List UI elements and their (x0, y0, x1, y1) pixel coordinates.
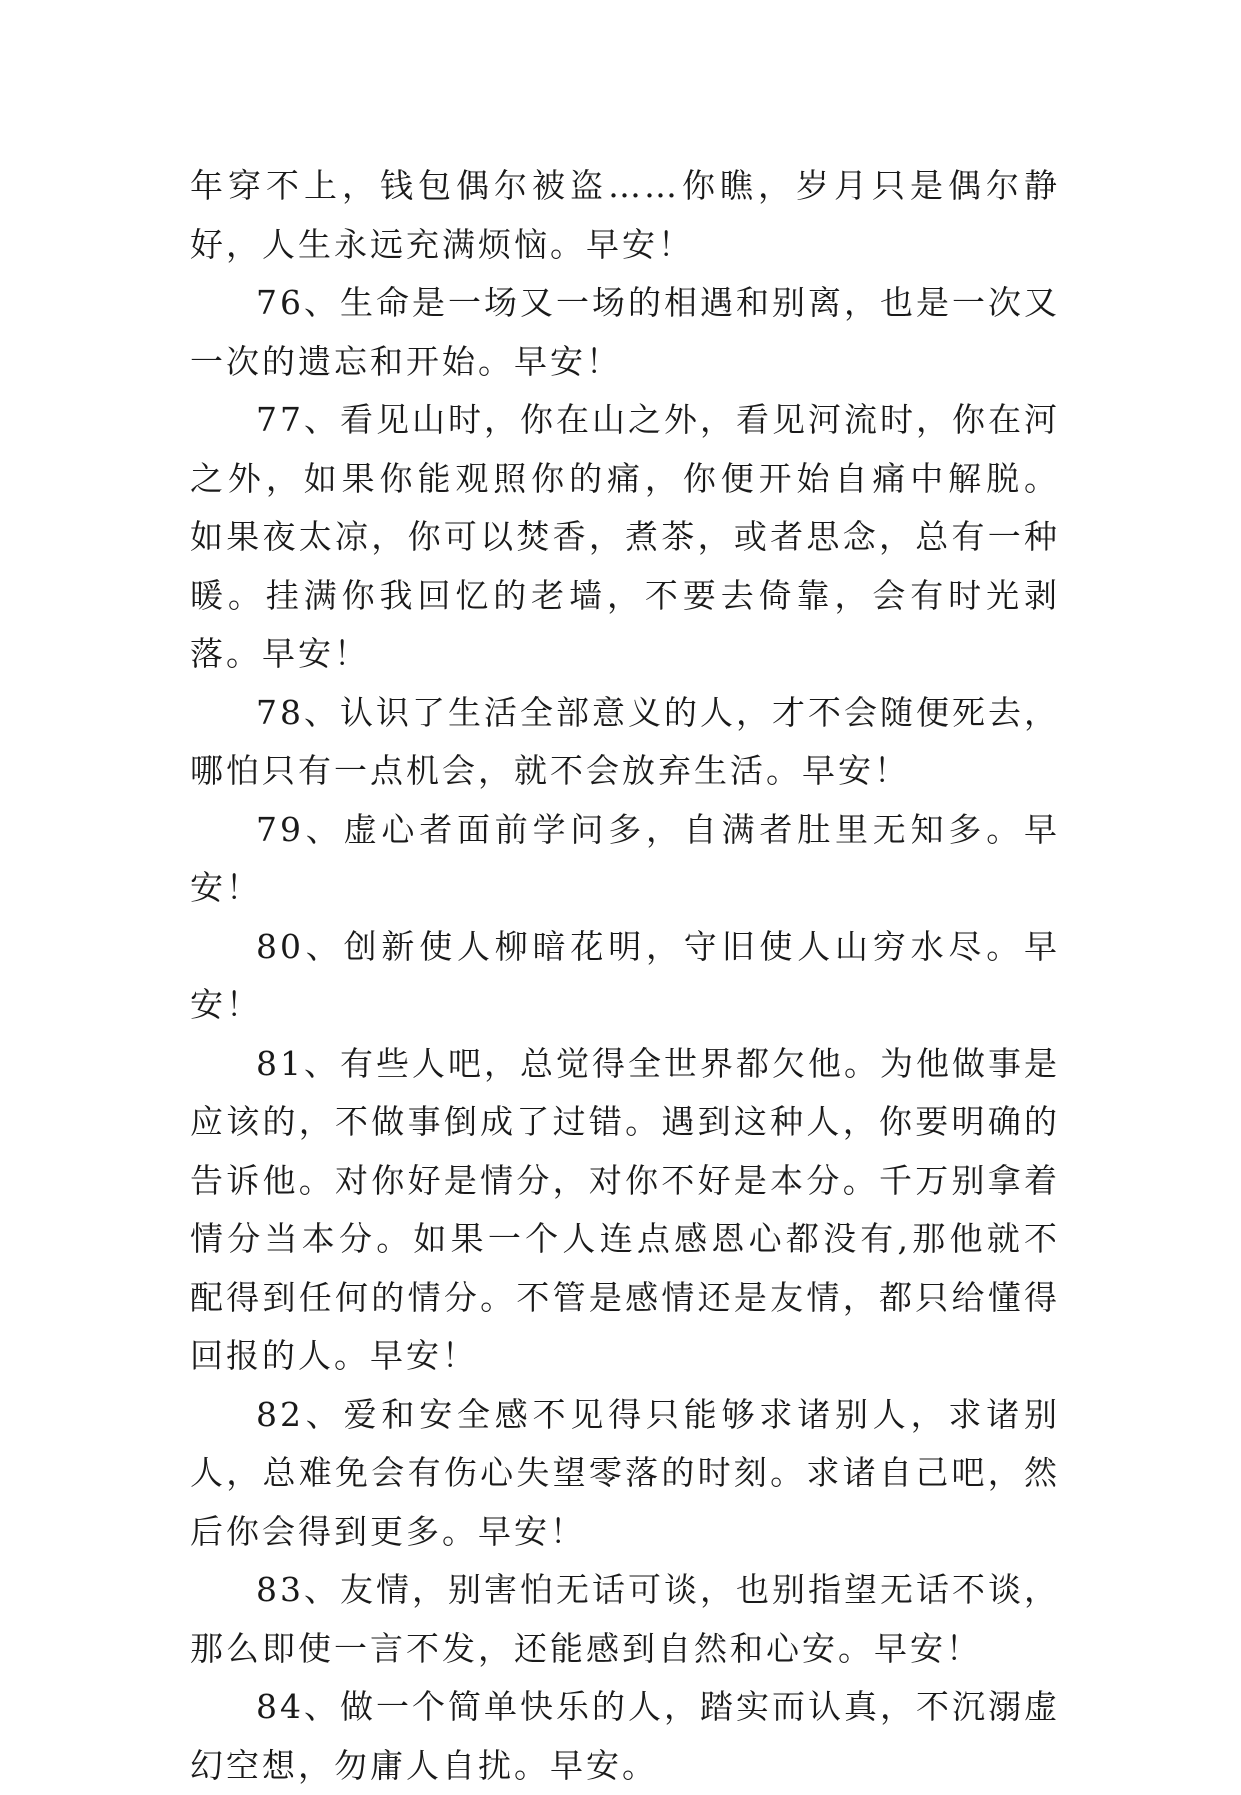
paragraph-81: 81、有些人吧，总觉得全世界都欠他。为他做事是应该的，不做事倒成了过错。遇到这种人，你要明确的告诉他。对你好是情分，对你不好是本分。千万别拿着情分当本分。如果一个人连点感恩心都没有,那他就不配得到任何的情分。不管是感情还是友情，都只给懂得回报的人。早安！ (190, 1043, 1060, 1375)
paragraph-84: 84、做一个简单快乐的人，踏实而认真，不沉溺虚幻空想，勿庸人自扰。早安。 (190, 1687, 1060, 1785)
paragraph-80: 80、创新使人柳暗花明，守旧使人山穷水尽。早安！ (190, 926, 1060, 1024)
document-body (190, 157, 1060, 1795)
paragraph-continued: 年穿不上，钱包偶尔被盗……你瞧，岁月只是偶尔静好，人生永远充满烦恼。早安！ (190, 166, 1060, 264)
paragraph-79: 79、虚心者面前学问多，自满者肚里无知多。早安！ (190, 809, 1060, 907)
paragraph-76: 76、生命是一场又一场的相遇和别离，也是一次又一次的遗忘和开始。早安！ (190, 283, 1060, 381)
paragraph-83: 83、友情，别害怕无话可谈，也别指望无话不谈，那么即使一言不发，还能感到自然和心安。早安！ (190, 1570, 1060, 1668)
paragraph-78: 78、认识了生活全部意义的人，才不会随便死去，哪怕只有一点机会，就不会放弃生活。早安！ (190, 692, 1060, 790)
paragraph-77: 77、看见山时，你在山之外，看见河流时，你在河之外，如果你能观照你的痛，你便开始自痛中解脱。 如果夜太凉，你可以焚香，煮茶，或者思念，总有一种暖。挂满你我回忆的老墙，不要去倚靠，会有时光剥落。早安！ (190, 400, 1060, 673)
paragraph-82: 82、爱和安全感不见得只能够求诸别人，求诸别人，总难免会有伤心失望零落的时刻。求诸自己吧，然后你会得到更多。早安！ (190, 1394, 1060, 1551)
